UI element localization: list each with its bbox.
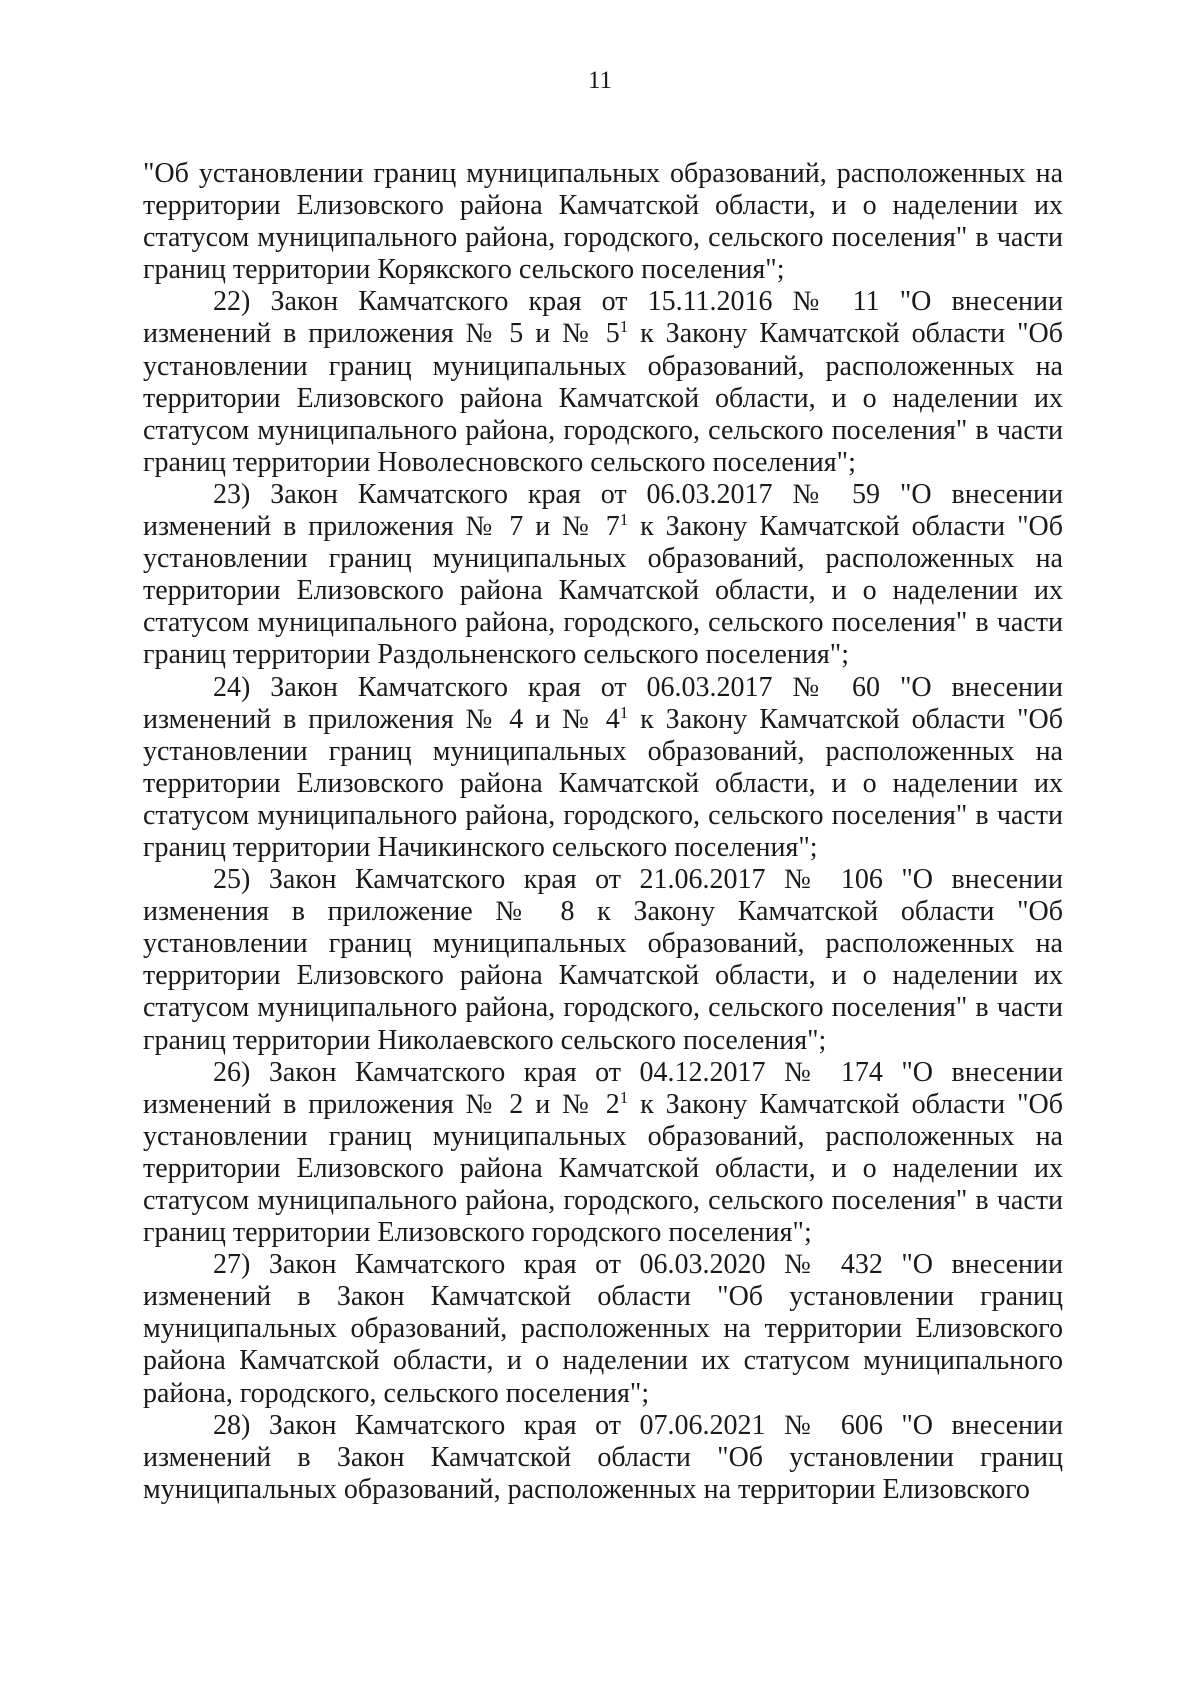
paragraph-item-24	[143, 672, 1063, 865]
paragraph-text-end: к Закону Камчатской области "Об установлении границ муниципальных образований, расположенных на территории Елизовского района Камчатской области, и о наделении их статусом муниципального района, городского, сельского поселения" в части границ территории Начикинского сельского поселения";	[143, 703, 1063, 863]
superscript-index: 1	[619, 702, 629, 722]
superscript-index: 1	[619, 510, 629, 530]
paragraph-text-start: 24) Закон Камчатского края от 06.03.2017 № 60 "О внесении изменений в приложения № 4 и № 4	[143, 671, 1063, 735]
paragraph-text-start: 23) Закон Камчатского края от 06.03.2017 № 59 "О внесении изменений в приложения № 7 и № 7	[143, 478, 1063, 543]
page-number: 11	[587, 67, 613, 94]
paragraph-continuation: "Об установлении границ муниципальных образований, расположенных на территории Елизовского района Камчатской области, и о наделении их статусом муниципального района, городского, сельского поселения" в части границ территории Корякского сельского поселения";	[143, 158, 1063, 286]
paragraph-item-25: 25) Закон Камчатского края от 21.06.2017 № 106 "О внесении изменения в приложение № 8 к Закону Камчатской области "Об установлении границ муниципальных образований, расположенных на территории Елизовского района Камчатской области, и о наделении их статусом муниципального района, городского, сельского поселения" в части границ территории Николаевского сельского поселения";	[143, 864, 1063, 1056]
paragraph-item-26	[143, 1057, 1063, 1250]
paragraph-item-27: 27) Закон Камчатского края от 06.03.2020 № 432 "О внесении изменений в Закон Камчатской области "Об установлении границ муниципальных образований, расположенных на территории Елизовского района Камчатской области, и о наделении их статусом муниципального района, городского, сельского поселения";	[143, 1249, 1063, 1409]
paragraph-text-start: 22) Закон Камчатского края от 15.11.2016 № 11 "О внесении изменений в приложения № 5 и № 5	[143, 286, 1063, 350]
paragraph-text-end: к Закону Камчатской области "Об установлении границ муниципальных образований, расположенных на территории Елизовского района Камчатской области, и о наделении их статусом муниципального района, городского, сельского поселения" в части границ территории Елизовского городского поселения";	[143, 1088, 1063, 1249]
paragraph-item-28: 28) Закон Камчатского края от 07.06.2021 № 606 "О внесении изменений в Закон Камчатской области "Об установлении границ муниципальных образований, расположенных на территории Елизовского	[143, 1409, 1063, 1505]
paragraph-item-23	[143, 479, 1063, 672]
superscript-index: 1	[619, 317, 629, 337]
paragraph-text-end: к Закону Камчатской области "Об установлении границ муниципальных образований, расположенных на территории Елизовского района Камчатской области, и о наделении их статусом муниципального района, городского, сельского поселения" в части границ территории Раздольненского сельского поселения";	[143, 511, 1063, 671]
paragraph-item-22	[143, 286, 1063, 479]
document-body	[143, 158, 1063, 1506]
paragraph-text-end: к Закону Камчатской области "Об установлении границ муниципальных образований, расположенных на территории Елизовского района Камчатской области, и о наделении их статусом муниципального района, городского, сельского поселения" в части границ территории Новолесновского сельского поселения";	[143, 318, 1063, 478]
superscript-index: 1	[619, 1087, 629, 1107]
paragraph-text-start: 26) Закон Камчатского края от 04.12.2017 № 174 "О внесении изменений в приложения № 2 и № 2	[143, 1056, 1063, 1120]
